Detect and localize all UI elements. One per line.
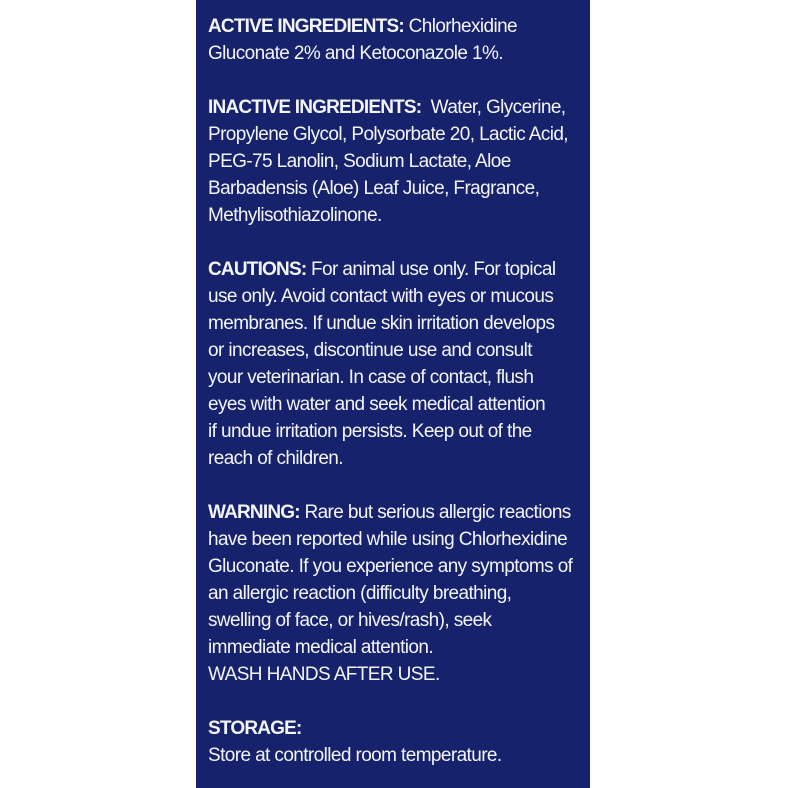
active-ingredients-label: ACTIVE INGREDIENTS: <box>208 16 404 37</box>
warning-line-6: immediate medical attention. <box>208 637 434 658</box>
inactive-ingredients-section <box>208 94 584 229</box>
active-ingredients-text: Chlorhexidine <box>403 16 517 37</box>
product-label-panel <box>196 0 590 788</box>
cautions-line-8: reach of children. <box>208 448 343 469</box>
cautions-section <box>208 256 584 472</box>
cautions-line-5: your veterinarian. In case of contact, flush <box>208 367 534 388</box>
storage-label: STORAGE: <box>208 718 302 739</box>
inactive-ingredients-line-5: Methylisothiazolinone. <box>208 205 382 226</box>
storage-section <box>208 715 584 769</box>
inactive-ingredients-line-2: Propylene Glycol, Polysorbate 20, Lactic Acid, <box>208 124 568 145</box>
cautions-line-4: or increases, discontinue use and consult <box>208 340 532 361</box>
warning-line-5: swelling of face, or hives/rash), seek <box>208 610 492 631</box>
storage-text: Store at controlled room temperature. <box>208 745 502 766</box>
active-ingredients-section <box>208 13 584 67</box>
warning-line-4: an allergic reaction (difficulty breathing, <box>208 583 512 604</box>
inactive-ingredients-line-3: PEG-75 Lanolin, Sodium Lactate, Aloe <box>208 151 511 172</box>
active-ingredients-line-2: Gluconate 2% and Ketoconazole 1%. <box>208 43 503 64</box>
cautions-line-6: eyes with water and seek medical attention <box>208 394 546 415</box>
warning-line-2: have been reported while using Chlorhexidine <box>208 529 568 550</box>
warning-text: Rare but serious allergic reactions <box>299 502 571 523</box>
inactive-ingredients-text: Water, Glycerine, <box>421 97 566 118</box>
warning-section <box>208 499 584 688</box>
wash-hands-notice: WASH HANDS AFTER USE. <box>208 664 440 685</box>
cautions-line-1 <box>208 256 584 283</box>
cautions-line-3: membranes. If undue skin irritation develops <box>208 313 555 334</box>
cautions-text: For animal use only. For topical <box>306 259 556 280</box>
inactive-ingredients-label: INACTIVE INGREDIENTS: <box>208 97 422 118</box>
warning-label: WARNING: <box>208 502 300 523</box>
warning-line-1 <box>208 499 584 526</box>
cautions-label: CAUTIONS: <box>208 259 307 280</box>
inactive-ingredients-line-4: Barbadensis (Aloe) Leaf Juice, Fragrance, <box>208 178 540 199</box>
warning-line-3: Gluconate. If you experience any symptoms of <box>208 556 573 577</box>
cautions-line-2: use only. Avoid contact with eyes or mucous <box>208 286 554 307</box>
inactive-ingredients-line-1 <box>208 94 584 121</box>
active-ingredients-line-1 <box>208 13 584 40</box>
cautions-line-7: if undue irritation persists. Keep out of the <box>208 421 532 442</box>
